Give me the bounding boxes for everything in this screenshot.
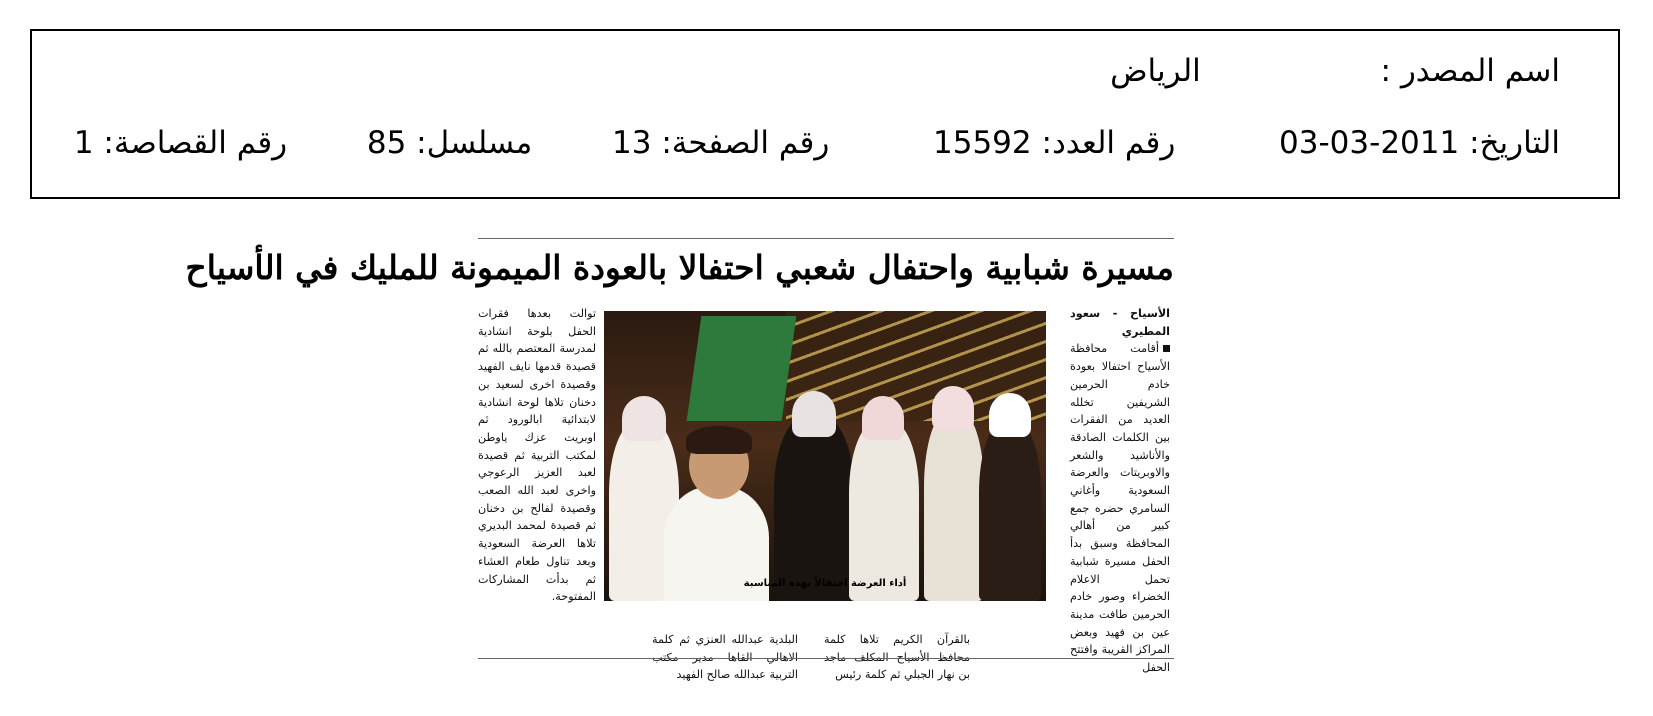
- newspaper-clipping: [185, 238, 1174, 698]
- page-label: رقم الصفحة:: [661, 125, 830, 161]
- serial-label: مسلسل:: [416, 125, 533, 161]
- source-label: اسم المصدر :: [1380, 53, 1560, 89]
- person-figure: [849, 421, 919, 601]
- article-photo: [604, 311, 1046, 601]
- person-head: [792, 391, 836, 437]
- details-row: [74, 125, 1560, 161]
- bullet-mark: [1163, 345, 1170, 352]
- green-flag: [687, 316, 797, 421]
- date-value: 2011-03-03: [1279, 125, 1460, 161]
- person-figure: [979, 421, 1041, 601]
- person-head: [989, 393, 1031, 437]
- source-row: [1110, 53, 1560, 89]
- article-column-right: [1070, 305, 1170, 677]
- article-column-bottom-1: بالقرآن الكريم تلاها كلمة محافظ الأسياح المكلف ماجد بن نهار الجبلي ثم كلمة رئيس: [824, 633, 970, 682]
- serial-value: 85: [366, 125, 407, 161]
- bottom-rule: [478, 658, 1174, 659]
- date-label: التاريخ:: [1469, 125, 1560, 161]
- person-head: [622, 396, 666, 441]
- photo-caption: أداء العرضة احتفالاً بهذه المناسبة: [743, 578, 907, 589]
- article-column-bottom-2: البلدية عبدالله العنزي ثم كلمة الاهالي القاها مدير مكتب التربية عبدالله صالح الفهيد: [652, 633, 798, 682]
- source-value: الرياض: [1110, 53, 1201, 89]
- page-value: 13: [612, 125, 652, 161]
- clipping-metadata-box: [30, 29, 1620, 199]
- person-head: [932, 386, 974, 430]
- clip-value: 1: [73, 125, 94, 161]
- column-right-text: أقامت محافظة الأسياح احتفالا بعودة خادم الحرمين الشريفين تخلله العديد من الفقرات بين الكلمات الصادقة والأناشيد والشعر والاوبريتات والعرضة السعودية وأغاني السامري حضره جمع كبير من أهالي المحافظة وسبق بدأ الحفل مسيرة شبابية تحمل الاعلام الخضراء وصور خادم الحرمين طافت مدينة عين بن فهيد وبعض المراكز القريبة وافتتح الحفل: [1070, 342, 1170, 675]
- clip-label: رقم القصاصة:: [103, 125, 288, 161]
- person-head: [862, 396, 904, 440]
- issue-label: رقم العدد:: [1041, 125, 1176, 161]
- child-hair: [686, 426, 752, 454]
- person-figure: [924, 411, 984, 601]
- article-byline: الأسياح - سعود المطيري: [1070, 307, 1170, 338]
- issue-value: 15592: [933, 125, 1032, 161]
- article-column-left: توالت بعدها فقرات الحفل بلوحة انشادية لمدرسة المعتصم بالله ثم قصيدة قدمها نايف الفهيد وقصيدة اخرى لسعيد بن دخنان تلاها لوحة انشادية لابتدائية ابالورود ثم اوبريت عزك ياوطن لمكتب التربية ثم قصيدة لعبد العزيز الرعوجي واخرى لعبد الله الصعب وقصيدة لفالح بن دخنان ثم قصيدة لمحمد البديري تلاها العرضة السعودية وبعد تناول طعام العشاء ثم بدأت المشاركات المفتوحة.: [478, 307, 596, 604]
- article-headline: مسيرة شبابية واحتفال شعبي احتفالا بالعودة الميمونة للمليك في الأسياح: [185, 248, 1174, 287]
- person-figure: [774, 416, 854, 601]
- top-rule: [478, 238, 1174, 239]
